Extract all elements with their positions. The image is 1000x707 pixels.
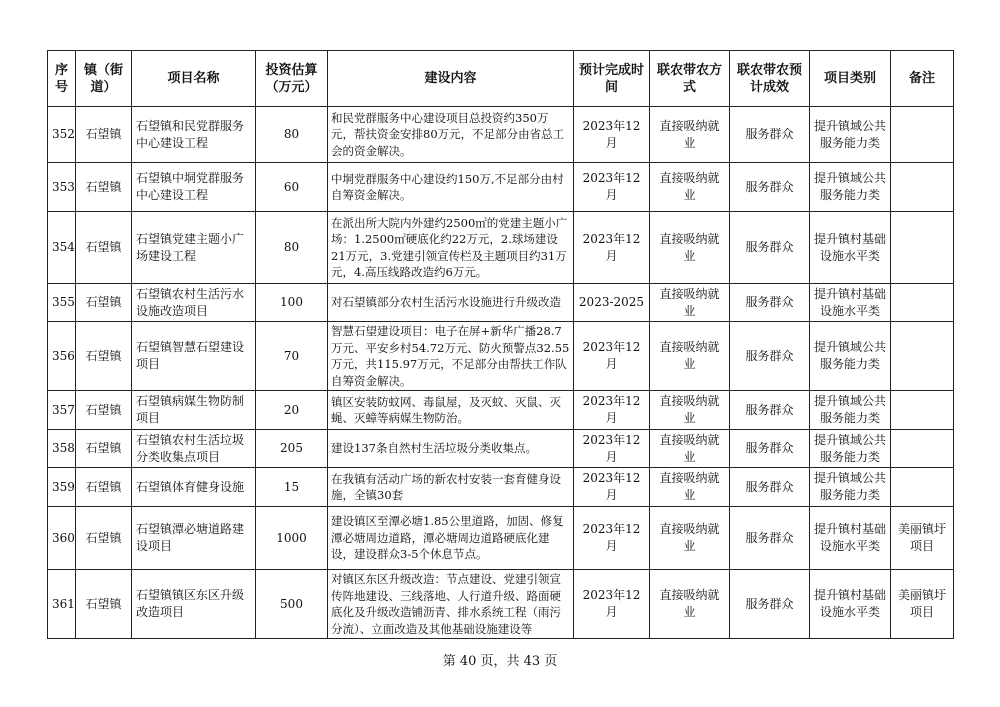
cell-town: 石望镇 xyxy=(76,322,132,391)
cell-note xyxy=(891,107,954,163)
cell-completion-time: 2023年12月 xyxy=(574,468,650,507)
table-header xyxy=(48,51,954,107)
project-table xyxy=(47,50,954,639)
cell-town: 石望镇 xyxy=(76,391,132,430)
cell-no: 358 xyxy=(48,430,76,468)
page-number: 第 40 页，共 43 页 xyxy=(442,654,558,669)
cell-no: 356 xyxy=(48,322,76,391)
cell-project-name: 石望镇潭必塘道路建设项目 xyxy=(132,507,256,570)
cell-note xyxy=(891,212,954,284)
cell-note xyxy=(891,163,954,212)
cell-method: 直接吸纳就业 xyxy=(650,430,730,468)
cell-completion-time: 2023-2025 xyxy=(574,284,650,322)
cell-method: 直接吸纳就业 xyxy=(650,163,730,212)
cell-content: 和民党群服务中心建设项目总投资约350万元，帮扶资金安排80万元，不足部分由省总工会的资金解决。 xyxy=(328,107,574,163)
cell-completion-time: 2023年12月 xyxy=(574,212,650,284)
table-row xyxy=(48,507,954,570)
cell-investment: 15 xyxy=(256,468,328,507)
header-town xyxy=(76,51,132,107)
cell-content: 建设镇区至潭必塘1.85公里道路，加固、修复潭必塘周边道路，潭必塘周边道路硬底化建设，建设群众3-5个休息节点。 xyxy=(328,507,574,570)
cell-town: 石望镇 xyxy=(76,468,132,507)
cell-investment: 80 xyxy=(256,212,328,284)
cell-investment: 80 xyxy=(256,107,328,163)
table-row xyxy=(48,212,954,284)
header-project-name-label: 项目名称 xyxy=(167,71,220,86)
header-content xyxy=(328,51,574,107)
cell-no: 355 xyxy=(48,284,76,322)
cell-category: 提升镇村基础设施水平类 xyxy=(810,507,891,570)
cell-method: 直接吸纳就业 xyxy=(650,107,730,163)
cell-project-name: 石望镇和民党群服务中心建设工程 xyxy=(132,107,256,163)
header-note xyxy=(891,51,954,107)
cell-effect: 服务群众 xyxy=(730,570,810,639)
table-row xyxy=(48,391,954,430)
table-row xyxy=(48,107,954,163)
cell-no: 352 xyxy=(48,107,76,163)
cell-method: 直接吸纳就业 xyxy=(650,284,730,322)
cell-no: 357 xyxy=(48,391,76,430)
header-row xyxy=(48,51,954,107)
cell-completion-time: 2023年12月 xyxy=(574,107,650,163)
header-method xyxy=(650,51,730,107)
cell-note xyxy=(891,284,954,322)
cell-town: 石望镇 xyxy=(76,284,132,322)
table-row xyxy=(48,322,954,391)
header-category-label: 项目类别 xyxy=(823,71,876,86)
cell-effect: 服务群众 xyxy=(730,107,810,163)
cell-no: 360 xyxy=(48,507,76,570)
cell-project-name: 石望镇病媒生物防制项目 xyxy=(132,391,256,430)
cell-investment: 500 xyxy=(256,570,328,639)
cell-category: 提升镇域公共服务能力类 xyxy=(810,468,891,507)
cell-investment: 20 xyxy=(256,391,328,430)
cell-effect: 服务群众 xyxy=(730,284,810,322)
cell-category: 提升镇村基础设施水平类 xyxy=(810,212,891,284)
cell-project-name: 石望镇农村生活污水设施改造项目 xyxy=(132,284,256,322)
table-row xyxy=(48,468,954,507)
cell-town: 石望镇 xyxy=(76,212,132,284)
cell-investment: 205 xyxy=(256,430,328,468)
cell-method: 直接吸纳就业 xyxy=(650,570,730,639)
cell-no: 361 xyxy=(48,570,76,639)
cell-method: 直接吸纳就业 xyxy=(650,468,730,507)
cell-content: 在派出所大院内外建约2500㎡的党建主题小广场：1.2500㎡硬底化约22万元，2.球场建设21万元，3.党建引领宣传栏及主题项目约31万元，4.高压线路改造约6万元。 xyxy=(328,212,574,284)
cell-content: 镇区安装防蚊网、毒鼠屋，及灭蚊、灭鼠、灭蝇、灭蟑等病媒生物防治。 xyxy=(328,391,574,430)
header-no xyxy=(48,51,76,107)
cell-category: 提升镇域公共服务能力类 xyxy=(810,430,891,468)
table-row xyxy=(48,163,954,212)
table-body xyxy=(48,107,954,639)
cell-effect: 服务群众 xyxy=(730,322,810,391)
cell-category: 提升镇域公共服务能力类 xyxy=(810,391,891,430)
cell-completion-time: 2023年12月 xyxy=(574,570,650,639)
page-footer xyxy=(0,650,1000,669)
header-category xyxy=(810,51,891,107)
cell-effect: 服务群众 xyxy=(730,507,810,570)
cell-project-name: 石望镇党建主题小广场建设工程 xyxy=(132,212,256,284)
cell-category: 提升镇域公共服务能力类 xyxy=(810,163,891,212)
header-completion-time-label: 预计完成时 间 xyxy=(578,62,644,95)
cell-completion-time: 2023年12月 xyxy=(574,507,650,570)
cell-method: 直接吸纳就业 xyxy=(650,391,730,430)
header-no-label: 序 号 xyxy=(54,62,68,95)
header-town-label: 镇（街 道） xyxy=(83,62,123,95)
cell-no: 353 xyxy=(48,163,76,212)
table-row xyxy=(48,284,954,322)
header-project-name xyxy=(132,51,256,107)
header-completion-time xyxy=(574,51,650,107)
cell-category: 提升镇域公共服务能力类 xyxy=(810,107,891,163)
cell-town: 石望镇 xyxy=(76,570,132,639)
cell-category: 提升镇域公共服务能力类 xyxy=(810,322,891,391)
cell-investment: 100 xyxy=(256,284,328,322)
header-effect-label: 联农带农预 计成效 xyxy=(736,62,802,95)
header-note-label: 备注 xyxy=(908,71,935,86)
cell-no: 354 xyxy=(48,212,76,284)
cell-content: 智慧石望建设项目：电子在屏+新华广播28.7万元、平安乡村54.72万元、防火预警点32.55万元，共115.97万元，不足部分由帮扶工作队自筹资金解决。 xyxy=(328,322,574,391)
cell-content: 对石望镇部分农村生活污水设施进行升级改造 xyxy=(328,284,574,322)
cell-project-name: 石望镇镇区东区升级改造项目 xyxy=(132,570,256,639)
cell-category: 提升镇村基础设施水平类 xyxy=(810,284,891,322)
cell-no: 359 xyxy=(48,468,76,507)
header-method-label: 联农带农方 式 xyxy=(656,62,722,95)
header-investment-label: 投资估算 （万元） xyxy=(265,62,318,95)
cell-note xyxy=(891,391,954,430)
cell-investment: 1000 xyxy=(256,507,328,570)
header-effect xyxy=(730,51,810,107)
cell-town: 石望镇 xyxy=(76,163,132,212)
cell-project-name: 石望镇体育健身设施 xyxy=(132,468,256,507)
cell-completion-time: 2023年12月 xyxy=(574,391,650,430)
cell-effect: 服务群众 xyxy=(730,430,810,468)
cell-completion-time: 2023年12月 xyxy=(574,322,650,391)
cell-town: 石望镇 xyxy=(76,107,132,163)
cell-effect: 服务群众 xyxy=(730,212,810,284)
cell-project-name: 石望镇中垌党群服务中心建设工程 xyxy=(132,163,256,212)
cell-effect: 服务群众 xyxy=(730,391,810,430)
cell-note xyxy=(891,468,954,507)
cell-project-name: 石望镇智慧石望建设项目 xyxy=(132,322,256,391)
cell-content: 在我镇有活动广场的新农村安装一套育健身设施，全镇30套 xyxy=(328,468,574,507)
cell-completion-time: 2023年12月 xyxy=(574,163,650,212)
cell-town: 石望镇 xyxy=(76,430,132,468)
cell-method: 直接吸纳就业 xyxy=(650,507,730,570)
cell-content: 中垌党群服务中心建设约150万,不足部分由村自筹资金解决。 xyxy=(328,163,574,212)
cell-note: 美丽镇圩项目 xyxy=(891,507,954,570)
cell-note: 美丽镇圩项目 xyxy=(891,570,954,639)
cell-completion-time: 2023年12月 xyxy=(574,430,650,468)
cell-effect: 服务群众 xyxy=(730,163,810,212)
cell-content: 对镇区东区升级改造：节点建设、党建引领宣传阵地建设、三线落地、人行道升级、路面硬底化及升级改造铺沥青、排水系统工程（雨污分流）、立面改造及其他基础设施建设等 xyxy=(328,570,574,639)
cell-investment: 60 xyxy=(256,163,328,212)
header-content-label: 建设内容 xyxy=(424,71,477,86)
header-investment xyxy=(256,51,328,107)
cell-investment: 70 xyxy=(256,322,328,391)
cell-method: 直接吸纳就业 xyxy=(650,212,730,284)
cell-town: 石望镇 xyxy=(76,507,132,570)
cell-content: 建设137条自然村生活垃圾分类收集点。 xyxy=(328,430,574,468)
table-row xyxy=(48,430,954,468)
cell-method: 直接吸纳就业 xyxy=(650,322,730,391)
cell-note xyxy=(891,322,954,391)
cell-project-name: 石望镇农村生活垃圾分类收集点项目 xyxy=(132,430,256,468)
cell-note xyxy=(891,430,954,468)
cell-category: 提升镇村基础设施水平类 xyxy=(810,570,891,639)
cell-effect: 服务群众 xyxy=(730,468,810,507)
table-row xyxy=(48,570,954,639)
